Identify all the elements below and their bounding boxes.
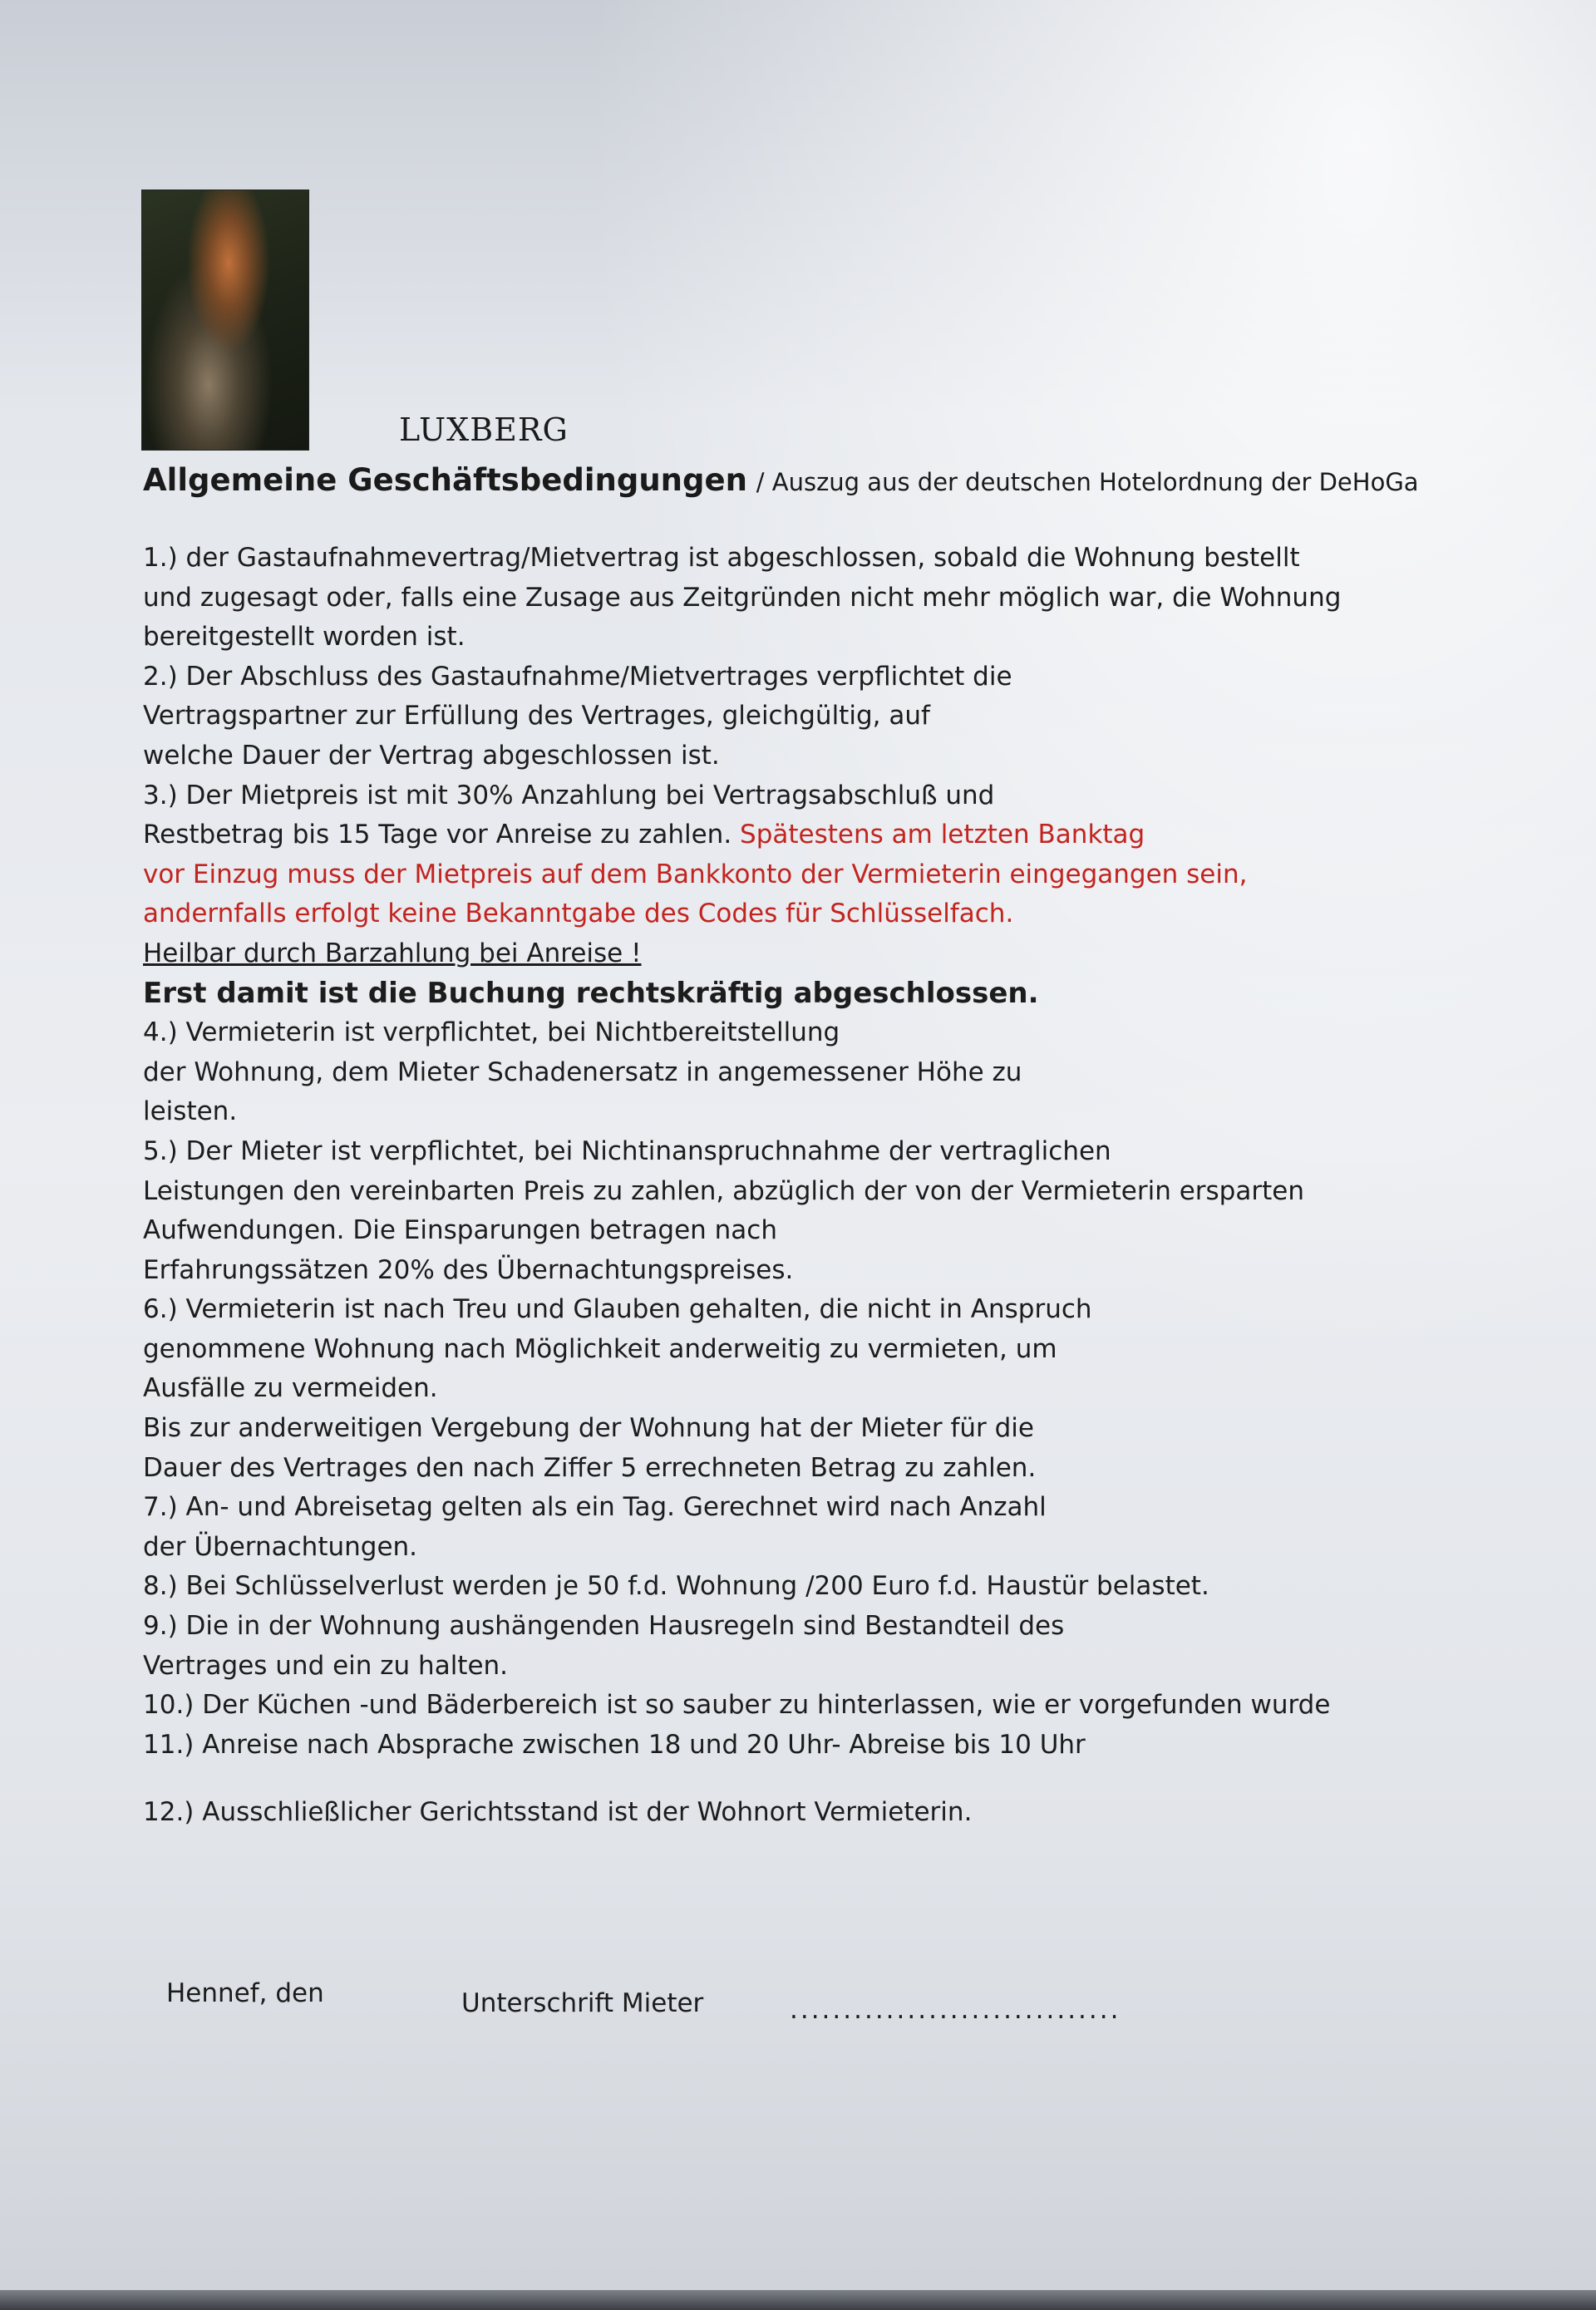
terms-line: 9.) Die in der Wohnung aushängenden Hausregeln sind Bestandteil des xyxy=(143,1611,1065,1642)
terms-line: leisten. xyxy=(143,1096,238,1127)
red-inline-text: Spätestens am letzten Banktag xyxy=(740,820,1145,850)
terms-line: 2.) Der Abschluss des Gastaufnahme/Mietvertrages verpflichtet die xyxy=(143,661,1012,692)
signature-line: ............................... xyxy=(790,1995,1121,2025)
signature-label: Unterschrift Mieter xyxy=(461,1988,704,2018)
spacer xyxy=(143,1765,1465,1793)
terms-line: 3.) Der Mietpreis ist mit 30% Anzahlung bei Vertragsabschluß und xyxy=(143,780,995,810)
terms-line: 1.) der Gastaufnahmevertrag/Mietvertrag ist abgeschlossen, sobald die Wohnung bestellt xyxy=(143,543,1300,573)
terms-line-mixed xyxy=(143,815,1465,855)
terms-line: 6.) Vermieterin ist nach Treu und Glauben gehalten, die nicht in Anspruch xyxy=(143,1294,1092,1325)
terms-line: Dauer des Vertrages den nach Ziffer 5 errechneten Betrag zu zahlen. xyxy=(143,1452,1037,1483)
red-line: andernfalls erfolgt keine Bekanntgabe des Codes für Schlüsselfach. xyxy=(143,899,1014,929)
terms-line: 5.) Der Mieter ist verpflichtet, bei Nichtinanspruchnahme der vertraglichen xyxy=(143,1135,1111,1166)
terms-body xyxy=(143,539,1465,1833)
terms-line: der Übernachtungen. xyxy=(143,1531,418,1562)
terms-line: Leistungen den vereinbarten Preis zu zahlen, abzüglich der von der Vermieterin ersparten xyxy=(143,1175,1304,1206)
document-page xyxy=(133,183,1463,2194)
terms-line: Bis zur anderweitigen Vergebung der Wohnung hat der Mieter für die xyxy=(143,1413,1034,1444)
terms-line: Aufwendungen. Die Einsparungen betragen nach xyxy=(143,1215,777,1246)
bold-line: Erst damit ist die Buchung rechtskräftig abgeschlossen. xyxy=(143,976,1039,1010)
logo-text: LUXBERG xyxy=(399,411,569,448)
red-line: vor Einzug muss der Mietpreis auf dem Bankkonto der Vermieterin eingegangen sein, xyxy=(143,859,1248,889)
terms-line: 7.) An- und Abreisetag gelten als ein Tag. Gerechnet wird nach Anzahl xyxy=(143,1492,1047,1523)
terms-line: 12.) Ausschließlicher Gerichtsstand ist der Wohnort Vermieterin. xyxy=(143,1797,973,1828)
underlined-line: Heilbar durch Barzahlung bei Anreise ! xyxy=(143,938,642,968)
terms-line: Ausfälle zu vermeiden. xyxy=(143,1373,438,1404)
terms-line: der Wohnung, dem Mieter Schadenersatz in angemessener Höhe zu xyxy=(143,1056,1022,1087)
terms-line: 11.) Anreise nach Absprache zwischen 18 und 20 Uhr- Abreise bis 10 Uhr xyxy=(143,1729,1086,1760)
terms-line: 10.) Der Küchen -und Bäderbereich ist so sauber zu hinterlassen, wie er vorgefunden wurde xyxy=(143,1690,1331,1721)
terms-line: und zugesagt oder, falls eine Zusage aus Zeitgründen nicht mehr möglich war, die Wohnung xyxy=(143,582,1342,613)
document-subtitle: / Auszug aus der deutschen Hotelordnung der DeHoGa xyxy=(756,468,1419,496)
monitor-bezel xyxy=(0,2290,1596,2310)
terms-line: Vertrages und ein zu halten. xyxy=(143,1650,509,1681)
terms-line: Erfahrungssätzen 20% des Übernachtungspreises. xyxy=(143,1254,794,1285)
terms-line: 8.) Bei Schlüsselverlust werden je 50 f.d. Wohnung /200 Euro f.d. Haustür belastet. xyxy=(143,1571,1209,1602)
terms-line: bereitgestellt worden ist. xyxy=(143,622,466,653)
terms-line: welche Dauer der Vertrag abgeschlossen ist. xyxy=(143,740,720,771)
terms-line: Restbetrag bis 15 Tage vor Anreise zu zahlen. xyxy=(143,820,732,850)
document-title: Allgemeine Geschäftsbedingungen xyxy=(143,462,747,498)
terms-line: genommene Wohnung nach Möglichkeit anderweitig zu vermieten, um xyxy=(143,1333,1057,1364)
lynx-photo xyxy=(141,190,309,451)
place-date-label: Hennef, den xyxy=(166,1978,324,2008)
terms-line: Vertragspartner zur Erfüllung des Vertrages, gleichgültig, auf xyxy=(143,701,930,731)
document-heading xyxy=(143,462,1473,498)
terms-line: 4.) Vermieterin ist verpflichtet, bei Nichtbereitstellung xyxy=(143,1017,840,1048)
